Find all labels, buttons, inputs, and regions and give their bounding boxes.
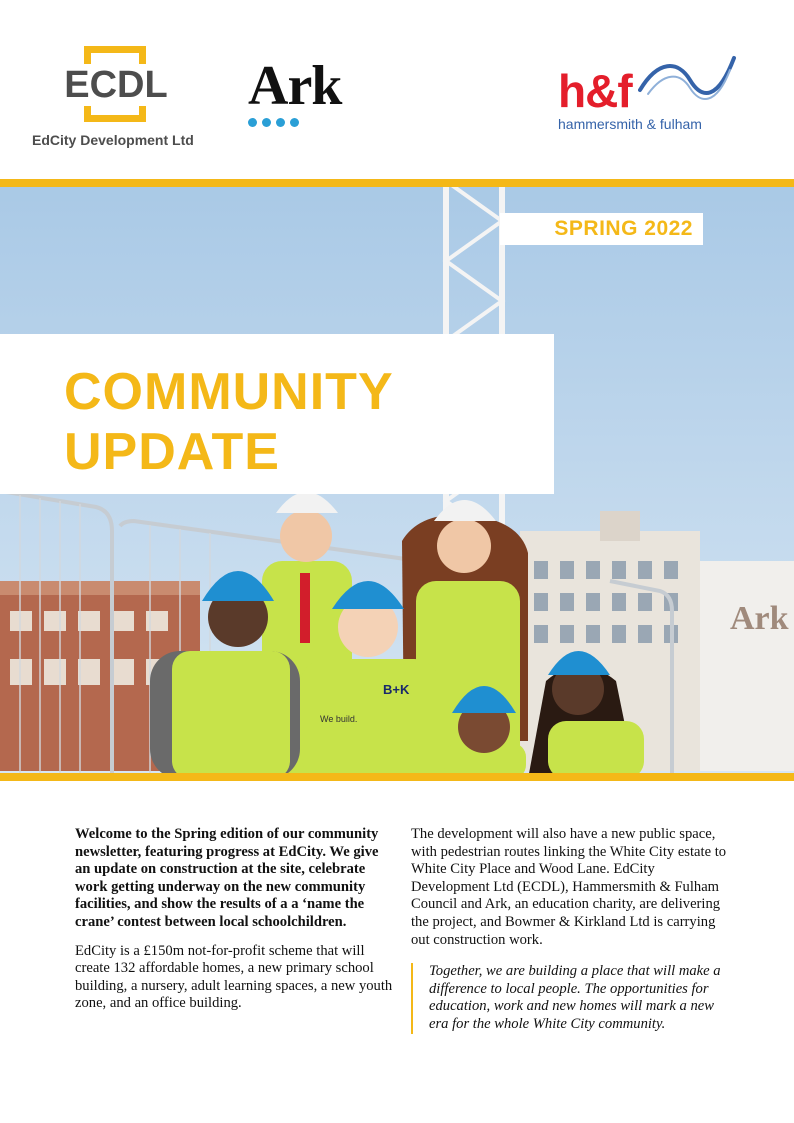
hf-logo [556, 50, 746, 140]
ark-logo-dots [248, 118, 368, 127]
development-paragraph: The development will also have a new public space, with pedestrian routes linking the White City estate to White City Place and Wood Lane. EdCity Development Ltd (ECDL), Hammersmith & Fulham Council and Ark, an education charity, are delivering the project, and Bowmer & Kirkland Ltd is carrying out construction work. [411, 826, 727, 948]
pull-quote: Together, we are building a place that will make a difference to local people. The opportunities for education, work and new homes will mark a new era for the whole White City community. [411, 963, 729, 1033]
ark-logo [248, 55, 368, 138]
intro-paragraph: Welcome to the Spring edition of our community newsletter, featuring progress at EdCity. We give an update on construction at the site, celebrate work getting underway on the new community facilities, and show the results of a a ‘name the crane’ contest between local schoolchildren. [75, 826, 379, 930]
article-left-column [75, 826, 395, 1023]
ecdl-logo-caption: EdCity Development Ltd [32, 132, 194, 148]
season-badge: SPRING 2022 [500, 213, 703, 245]
hf-logo-wave-icon [638, 50, 738, 110]
building-ark-sign: Ark [730, 600, 789, 637]
top-accent-rule [0, 179, 794, 187]
scheme-paragraph: EdCity is a £150m not-for-profit scheme that will create 132 affordable homes, a new primary school building, a nursery, adult learning spaces, a new youth zone, and an office building. [75, 942, 393, 1012]
ecdl-logo-wordmark: ECDL [64, 64, 168, 106]
page-title-line-2: UPDATE [64, 423, 280, 481]
ecdl-logo [32, 46, 210, 156]
article-right-column [411, 826, 729, 1034]
vest-we-build-label: We build. [320, 714, 358, 724]
hf-logo-caption: hammersmith & fulham [558, 116, 702, 132]
page-title-line-1: COMMUNITY [64, 363, 394, 421]
bottom-accent-rule [0, 773, 794, 781]
hf-logo-wordmark: h&f [558, 65, 632, 117]
vest-bk-mark: B+K [383, 682, 410, 697]
ark-logo-wordmark: Ark [248, 55, 342, 117]
